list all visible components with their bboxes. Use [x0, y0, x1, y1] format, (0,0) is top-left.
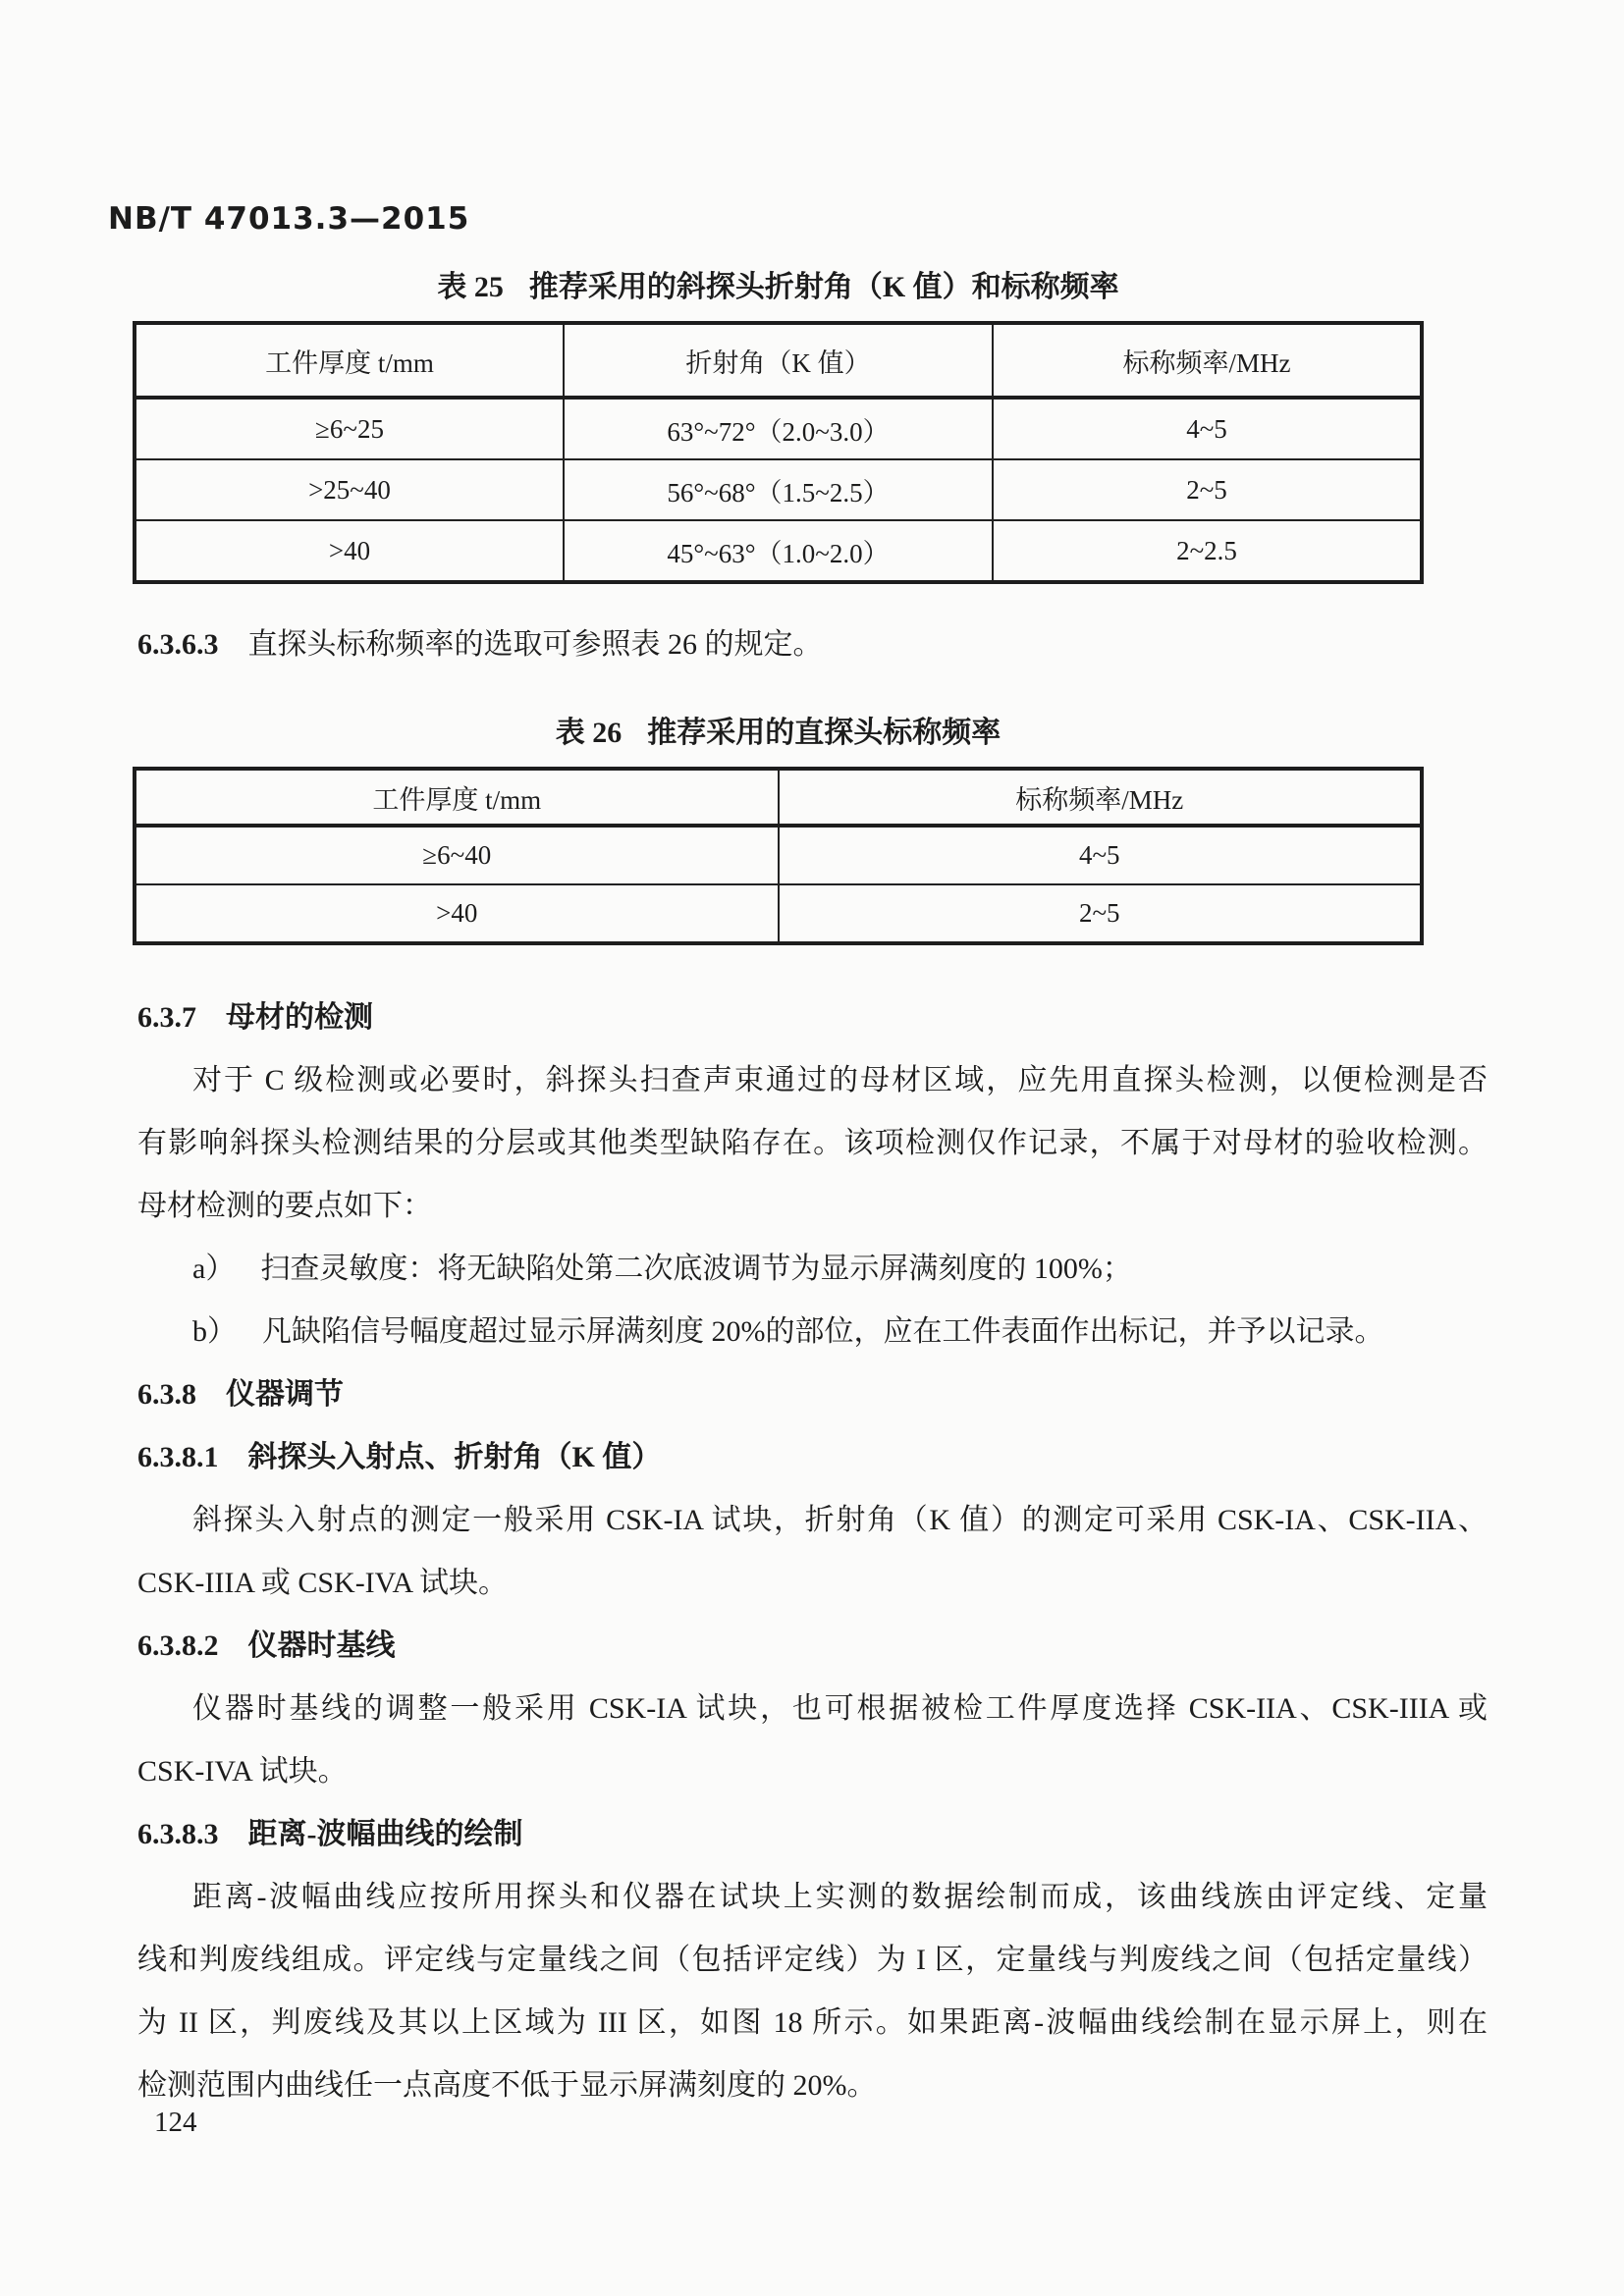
clause-number: 6.3.7: [137, 1001, 196, 1034]
table25-header-thickness: 工件厚度 t/mm: [135, 323, 564, 398]
list-item-a: [137, 1238, 1488, 1301]
clause-title: 母材的检测: [226, 1001, 373, 1034]
table25-cell-angle-2: 56°~68°（1.5~2.5）: [564, 459, 993, 520]
table25-cell-frequency-2: 2~5: [993, 459, 1422, 520]
table25: [133, 321, 1424, 584]
clause-text: 直探头标称频率的选取可参照表 26 的规定。: [247, 628, 823, 661]
table26-cell-thickness-2: >40: [135, 884, 779, 943]
item-text: 凡缺陷信号幅度超过显示屏满刻度 20%的部位，应在工件表面作出标记，并予以记录。: [262, 1315, 1384, 1348]
paragraph-line: 距离-波幅曲线应按所用探头和仪器在试块上实测的数据绘制而成，该曲线族由评定线、定量: [192, 1881, 1488, 1913]
table26-header-row: [135, 769, 1422, 826]
table-row: [135, 520, 1422, 582]
heading-6-3-7: [137, 987, 1488, 1049]
table26-block: [133, 708, 1424, 945]
table25-cell-angle-1: 63°~72°（2.0~3.0）: [564, 398, 993, 459]
clause-number: 6.3.8.3: [137, 1818, 219, 1850]
table-row: [135, 398, 1422, 459]
table26-caption: [133, 708, 1424, 751]
table25-cell-frequency-1: 4~5: [993, 398, 1422, 459]
paragraph-line: 检测范围内曲线任一点高度不低于显示屏满刻度的 20%。: [137, 2069, 877, 2102]
table25-caption-label: 表 25: [437, 271, 504, 303]
heading-6-3-8-2: [137, 1615, 1488, 1678]
paragraph-line: 线和判废线组成。评定线与定量线之间（包括评定线）为 I 区，定量线与判废线之间（包括定量线）: [137, 1944, 1488, 1976]
paragraph-line: 有影响斜探头检测结果的分层或其他类型缺陷存在。该项检测仅作记录，不属于对母材的验收检测。: [137, 1127, 1488, 1159]
paragraph-line: 斜探头入射点的测定一般采用 CSK-IA 试块，折射角（K 值）的测定可采用 CSK-IA、CSK-IIA、: [192, 1504, 1488, 1536]
table25-caption: [133, 262, 1424, 305]
section-6-3-7: [137, 987, 1488, 2117]
page-number: 124: [154, 2107, 197, 2138]
item-text: 扫查灵敏度：将无缺陷处第二次底波调节为显示屏满刻度的 100%；: [260, 1253, 1132, 1285]
heading-6-3-8: [137, 1363, 1488, 1426]
item-label: b）: [192, 1315, 237, 1348]
table25-cell-angle-3: 45°~63°（1.0~2.0）: [564, 520, 993, 582]
standard-number: NB/T 47013.3—2015: [108, 201, 470, 237]
clause-6-3-6-3: [137, 614, 1488, 676]
table25-cell-frequency-3: 2~2.5: [993, 520, 1422, 582]
table25-caption-title: 推荐采用的斜探头折射角（K 值）和标称频率: [528, 271, 1119, 303]
paragraph-line: 仪器时基线的调整一般采用 CSK-IA 试块，也可根据被检工件厚度选择 CSK-IIA、CSK-IIIA 或: [192, 1692, 1488, 1725]
clause-number: 6.3.8.1: [137, 1441, 219, 1473]
clause-number: 6.3.6.3: [137, 628, 219, 661]
heading-6-3-8-1: [137, 1426, 1488, 1489]
table26: [133, 767, 1424, 945]
paragraph-line: 为 II 区，判废线及其以上区域为 III 区，如图 18 所示。如果距离-波幅曲线绘制在显示屏上，则在: [137, 2006, 1488, 2039]
list-item-b: [137, 1301, 1488, 1363]
paragraph-line: CSK-IIIA 或 CSK-IVA 试块。: [137, 1567, 508, 1599]
clause-number: 6.3.8: [137, 1378, 196, 1411]
clause-number: 6.3.8.2: [137, 1629, 219, 1662]
table25-block: [133, 262, 1424, 584]
clause-title: 距离-波幅曲线的绘制: [247, 1818, 523, 1850]
table25-cell-thickness-1: ≥6~25: [135, 398, 564, 459]
table26-cell-frequency-2: 2~5: [779, 884, 1423, 943]
clause-line: [137, 614, 1488, 676]
clause-title: 仪器调节: [226, 1378, 344, 1411]
clause-title: 斜探头入射点、折射角（K 值）: [247, 1441, 662, 1473]
table25-cell-thickness-2: >25~40: [135, 459, 564, 520]
item-label: a）: [192, 1253, 236, 1285]
table-row: [135, 884, 1422, 943]
table26-caption-title: 推荐采用的直探头标称频率: [647, 717, 1001, 749]
table26-header-frequency: 标称频率/MHz: [779, 769, 1423, 826]
table26-cell-frequency-1: 4~5: [779, 826, 1423, 884]
table26-caption-label: 表 26: [555, 717, 623, 749]
table26-header-thickness: 工件厚度 t/mm: [135, 769, 779, 826]
table25-header-row: [135, 323, 1422, 398]
table-row: [135, 826, 1422, 884]
paragraph-line: CSK-IVA 试块。: [137, 1755, 348, 1788]
table-row: [135, 459, 1422, 520]
paragraph-line: 母材检测的要点如下：: [137, 1190, 432, 1222]
table25-header-frequency: 标称频率/MHz: [993, 323, 1422, 398]
paragraph-line: 对于 C 级检测或必要时，斜探头扫查声束通过的母材区域，应先用直探头检测，以便检测是否: [192, 1064, 1488, 1096]
heading-6-3-8-3: [137, 1803, 1488, 1866]
table26-cell-thickness-1: ≥6~40: [135, 826, 779, 884]
table25-cell-thickness-3: >40: [135, 520, 564, 582]
table25-header-angle: 折射角（K 值）: [564, 323, 993, 398]
clause-title: 仪器时基线: [247, 1629, 396, 1662]
